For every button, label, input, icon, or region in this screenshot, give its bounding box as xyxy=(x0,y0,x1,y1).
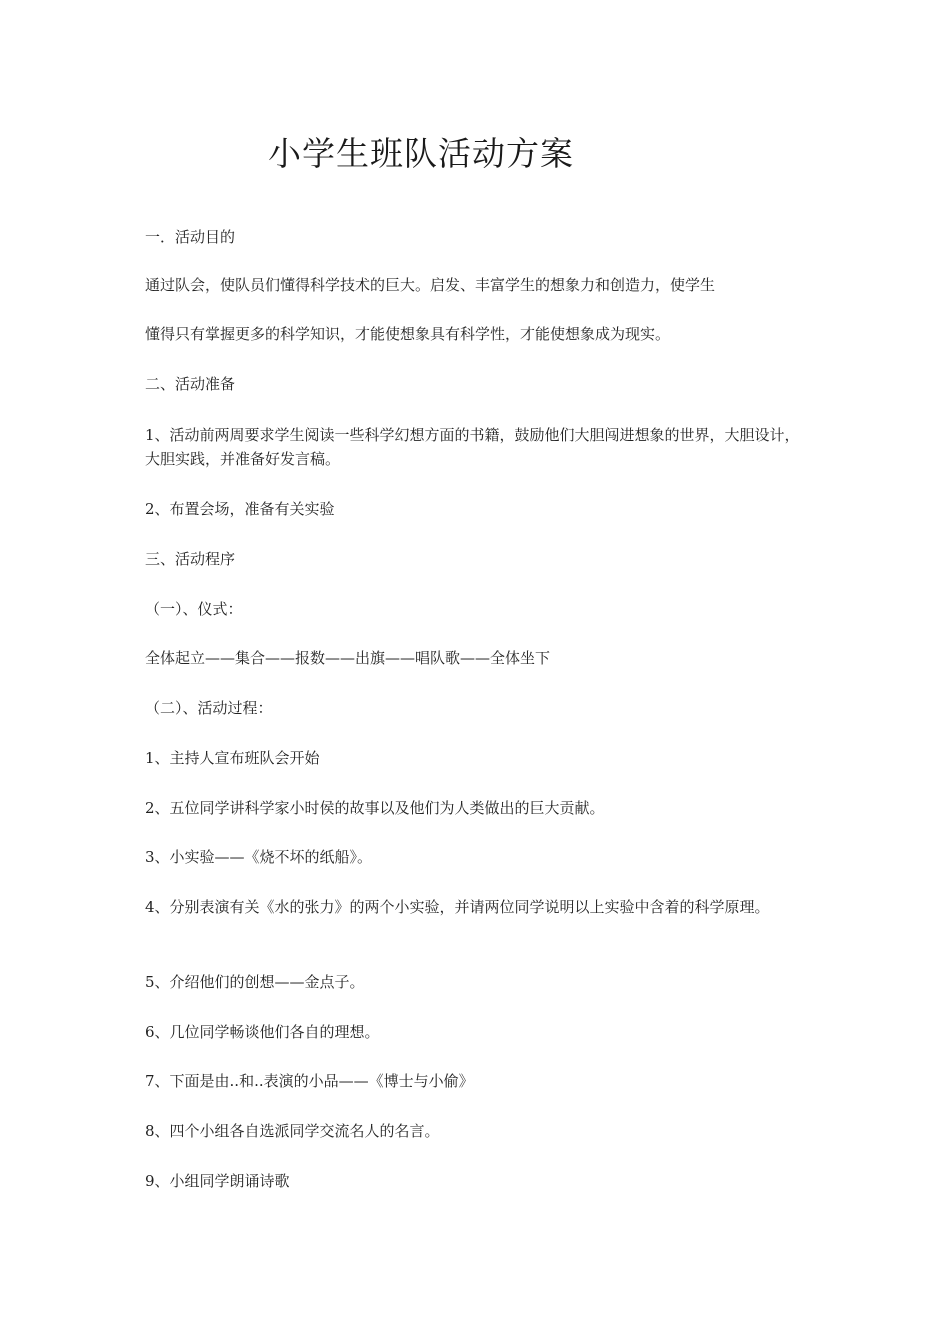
list-item-preparation-2: 2、布置会场，准备有关实验 xyxy=(145,500,335,518)
paragraph-purpose-line-1: 通过队会，使队员们懂得科学技术的巨大。启发、丰富学生的想象力和创造力，使学生 xyxy=(145,276,716,294)
subheading-ceremony: （一）、仪式： xyxy=(145,600,243,618)
list-item-preparation-1: 1、活动前两周要求学生阅读一些科学幻想方面的书籍，鼓励他们大胆闯进想象的世界，大胆设计，大胆实践，并准备好发言稿。 xyxy=(145,426,800,468)
list-item-process-3: 3、小实验——《烧不坏的纸船》。 xyxy=(145,848,373,866)
list-item-process-4: 4、分别表演有关《水的张力》的两个小实验，并请两位同学说明以上实验中含着的科学原理。 xyxy=(145,898,770,916)
paragraph-ceremony-steps: 全体起立——集合——报数——出旗——唱队歌——全体坐下 xyxy=(145,649,551,667)
list-item-process-8: 8、四个小组各自选派同学交流名人的名言。 xyxy=(145,1122,440,1140)
list-item-process-6: 6、几位同学畅谈他们各自的理想。 xyxy=(145,1023,380,1041)
list-item-process-7: 7、下面是由..和..表演的小品——《博士与小偷》 xyxy=(145,1072,474,1090)
paragraph-purpose-line-2: 懂得只有掌握更多的科学知识，才能使想象具有科学性，才能使想象成为现实。 xyxy=(145,325,671,343)
list-item-process-5: 5、介绍他们的创想——金点子。 xyxy=(145,973,365,991)
list-item-process-9: 9、小组同学朗诵诗歌 xyxy=(145,1172,290,1190)
list-item-process-2: 2、五位同学讲科学家小时侯的故事以及他们为人类做出的巨大贡献。 xyxy=(145,799,605,817)
page-title: 小学生班队活动方案 xyxy=(268,134,574,173)
heading-activity-preparation: 二、活动准备 xyxy=(145,375,236,393)
heading-activity-procedure: 三、活动程序 xyxy=(145,550,236,568)
subheading-activity-process: （二）、活动过程： xyxy=(145,699,273,717)
heading-activity-purpose: 一．活动目的 xyxy=(145,228,236,246)
list-item-process-1: 1、主持人宣布班队会开始 xyxy=(145,749,320,767)
